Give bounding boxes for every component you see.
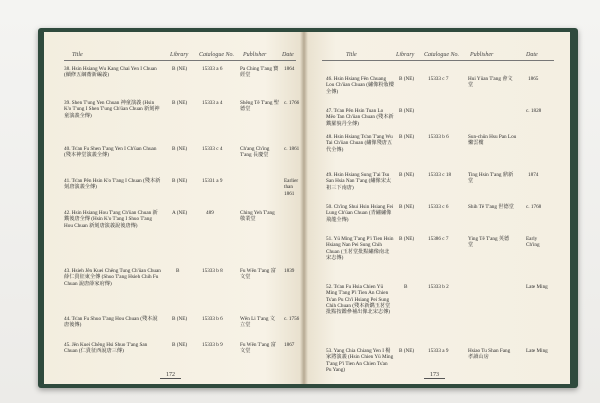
entry-library: B (NE): [172, 316, 188, 322]
entry-date: 1867: [284, 342, 295, 348]
entry-publisher: Ch'ang Ch'ing T'ang 長慶堂: [240, 146, 270, 159]
entry-catalogue: 15386 c 7: [428, 236, 449, 242]
entry-title: 48. Hsin Hsiang Ts'an T'ang Wu Tai Ch'üan Chuan (繡像殘唐五代全傳): [326, 134, 393, 153]
entry-library: B: [404, 284, 408, 290]
entry-publisher: Fu Wên T'ang 富文堂: [240, 268, 276, 281]
entry-date: 1839: [284, 268, 295, 274]
entry-catalogue: 489: [206, 210, 214, 216]
entry-date: c. 1861: [284, 146, 300, 152]
entry-date: Early Ch'ing: [526, 236, 540, 249]
entry-title: 41. Ts'an Pên Hsin K'o T'ang I Chuan (殘本新刻唐演義全傳): [64, 178, 161, 191]
entry-date: c. 1768: [526, 204, 542, 210]
entry-title: 53. Yang Chia Chiang Yen I 楊家將演義 (Hsin Chien Yü Ming T'ang P'i Tien An Chien Ts'an Pu Yang): [326, 348, 394, 373]
entry-title: 46. Hsin Hsiang Fên Chuang Lou Ch'üan Chuan (繡像粉妝樓全傳): [326, 76, 394, 95]
entry-library: A (NE): [172, 210, 188, 216]
entry-title: 44. Ts'an Fu Shuo T'ang Hou Chuan (殘本說唐後傳): [64, 316, 158, 329]
entry-publisher: Hsiao Tu Shan Fang 孝讀山房: [468, 348, 511, 361]
page-number: [160, 372, 181, 378]
entry-publisher: Ting Hsin T'ang 鼎新堂: [468, 172, 514, 185]
header-rule: [64, 60, 296, 61]
entry-title: 42. Hsin Hsiang Hou T'ang Ch'üan Chuan 新鐫後唐全傳 (Hsin K'o T'ang I Shuo T'ang Hou Chuan 新刻唐演義說後唐傳): [64, 210, 158, 229]
entry-catalogue: 15333 a 4: [202, 100, 223, 106]
entry-title: 39. Shen T'ung Yen Chuan 神童演義 (Hsin K'o T'ung I Shen T'ung Ch'üan Chuan 新刻神童演義全傳): [64, 100, 160, 119]
left-page: [44, 32, 304, 384]
entry-library: B: [176, 268, 180, 274]
entry-publisher: Hui Yüan T'ang 會文堂: [468, 76, 513, 89]
entry-title: 52. Ts'an Fu Hsia Chien Yü Ming T'ang P'i Tien An Chien Ts'an Pu Ch'i Hsiang Pei Sung Chih Chuan (殘本新鐫玉茗堂批點按鑑參補出像北宋志傳): [326, 284, 391, 316]
column-header-date: Date: [282, 52, 294, 58]
entry-library: B (NE): [172, 178, 188, 184]
column-header-library: Library: [170, 52, 189, 58]
entry-date: Late Ming: [526, 284, 548, 290]
entry-publisher: Shih Tê T'ang 世德堂: [468, 204, 514, 210]
entry-date: c. 1766: [284, 100, 300, 106]
entry-publisher: Fu Wên T'ang 富文堂: [240, 342, 276, 355]
entry-library: B (NE): [399, 108, 415, 114]
entry-catalogue: 15331 a 9: [202, 178, 223, 184]
entry-date: Earlier than 1861: [284, 178, 299, 197]
column-header-title: Title: [72, 52, 83, 58]
column-header-date: Date: [526, 52, 538, 58]
entry-library: B (NE): [399, 76, 415, 82]
column-header-catalogue: Catalogue No.: [424, 52, 460, 58]
entry-date: 1864: [284, 66, 295, 72]
entry-catalogue: 15333 c 18: [428, 172, 452, 178]
entry-publisher: Ying Tê T'ang 英德堂: [468, 236, 510, 249]
column-header-library: Library: [396, 52, 415, 58]
entry-catalogue: 15333 b 9: [202, 342, 223, 348]
column-header-publisher: Publisher: [243, 52, 267, 58]
entry-library: B (NE): [399, 172, 415, 178]
entry-publisher: Pa Ching T'ang 寶經堂: [240, 66, 279, 79]
entry-catalogue: 15333 b 8: [202, 268, 223, 274]
entry-catalogue: 15333 a 6: [202, 66, 223, 72]
entry-title: 45. Jên Kuei Chêng Hsi Shuo T'ang San Chuan (仁貴征西說唐三傳): [64, 342, 148, 355]
entry-catalogue: 15333 b 6: [428, 134, 449, 140]
entry-title: 50. Ch'ing Shui Hsin Hsiang Fei Lung Ch'üan Chuan (青繡繡像飛龍全傳): [326, 204, 394, 223]
entry-title: 38. Hsin Hsiang Wu Kang Chai Yen I Chuan (續修五綱齋新編義): [64, 66, 157, 79]
entry-library: B (NE): [172, 146, 188, 152]
entry-title: 47. Ts'an Pên Hsin Tuan Lo Mêo Tan Ch'üan Chuan (殘本新鐫羅貌丹全傳): [326, 108, 394, 127]
book-gutter: [300, 32, 308, 384]
column-header-title: Title: [346, 52, 357, 58]
page-number-text: 173: [424, 372, 445, 379]
entry-publisher: Ching Yeh T'ang 敬業堂: [240, 210, 275, 223]
entry-date: c. 1828: [526, 108, 542, 114]
entry-catalogue: 15333 c 4: [202, 146, 223, 152]
page-number-text: 172: [160, 372, 181, 379]
page-number: [424, 372, 445, 378]
entry-library: B (NE): [399, 236, 415, 242]
entry-title: 51. Yü Ming T'ang P'i Tien Hsin Hsiang Nan Pei Sung Chih Chuan (玉茗堂批點繡像南北宋志傳): [326, 236, 394, 261]
column-header-publisher: Publisher: [470, 52, 494, 58]
entry-title: 40. Ts'an Fu Shen T'ang Yen I Ch'üan Chuan (殘本神堂演義全傳): [64, 146, 157, 159]
entry-library: B (NE): [399, 204, 415, 210]
entry-date: Late Ming: [526, 348, 548, 354]
entry-library: B (NE): [172, 100, 188, 106]
right-page: [304, 32, 570, 384]
entry-catalogue: 15333 c 7: [428, 76, 449, 82]
entry-catalogue: 15333 a 9: [428, 348, 449, 354]
header-rule: [322, 60, 554, 61]
entry-title: 49. Hsin Hsiang Sung T'ai Tsu San Hsia Nan T'ang (繡像宋太祖三下南唐): [326, 172, 392, 191]
column-header-catalogue: Catalogue No.: [199, 52, 235, 58]
entry-catalogue: 15333 b 2: [428, 284, 449, 290]
entry-date: 1874: [528, 172, 539, 178]
entry-date: 1865: [528, 76, 539, 82]
entry-library: B (NE): [399, 134, 415, 140]
entry-library: B (NE): [399, 348, 415, 354]
entry-title: 43. Hsieh Jên Kuei Chêng Tung Ch'üan Chuan 薛仁貴征東全傳 (Shuo T'ang Hsieh Chih Fu Chuan 說唐薛家府傳): [64, 268, 161, 287]
entry-catalogue: 15333 c 6: [428, 204, 449, 210]
entry-library: B (NE): [172, 66, 188, 72]
entry-catalogue: 15333 b 6: [202, 316, 223, 322]
entry-date: c. 1756: [284, 316, 300, 322]
entry-publisher: Shêng Tê T'ang 聖德堂: [240, 100, 279, 113]
entry-publisher: Sun-chün Hsu Pan Lou 懶雲樓: [468, 134, 517, 147]
entry-library: B (NE): [172, 342, 188, 348]
entry-publisher: Wên Li T'ang 文立堂: [240, 316, 275, 329]
